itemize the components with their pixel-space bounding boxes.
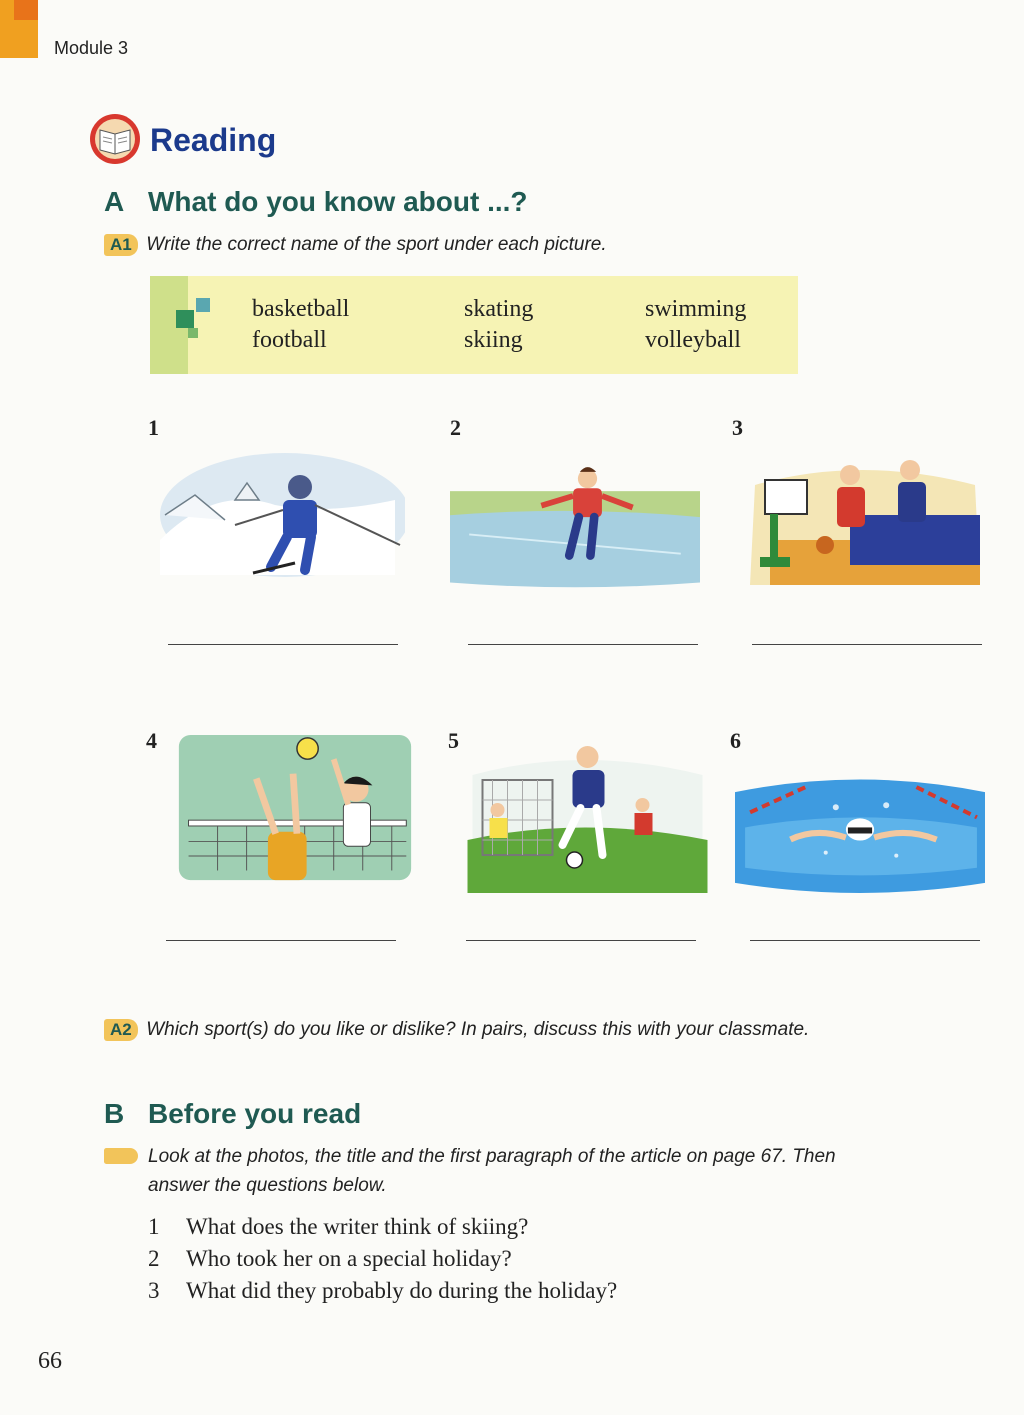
a1-instruction: Write the correct name of the sport under each picture.: [146, 234, 607, 255]
word-volleyball: volleyball: [645, 327, 741, 353]
picture-number: 6: [730, 728, 741, 753]
a1-tag: A1: [104, 234, 138, 256]
a2-instruction: Which sport(s) do you like or dislike? In pairs, discuss this with your classmate.: [146, 1019, 810, 1040]
corner-decoration-accent: [14, 0, 38, 20]
question-text: What did they probably do during the holiday?: [186, 1278, 618, 1303]
volleyball-picture: [170, 735, 420, 885]
answer-line[interactable]: [166, 940, 396, 941]
section-b-letter: B: [104, 1098, 125, 1129]
section-b-title: Before you read: [148, 1098, 362, 1129]
question-number: 1: [148, 1214, 160, 1239]
question-item: [148, 1214, 528, 1240]
answer-line[interactable]: [468, 644, 698, 645]
a2-row: [104, 1019, 809, 1041]
picture-number: 2: [450, 415, 461, 440]
answer-line[interactable]: [750, 940, 980, 941]
picture-number: 4: [146, 728, 157, 753]
book-icon: [88, 112, 142, 166]
decor-square: [196, 298, 210, 312]
question-number: 3: [148, 1278, 160, 1303]
a1-row: [104, 234, 607, 256]
question-number: 2: [148, 1246, 160, 1271]
picture-number: 5: [448, 728, 459, 753]
question-text: What does the writer think of skiing?: [186, 1214, 529, 1239]
answer-line[interactable]: [752, 644, 982, 645]
skiing-picture: [155, 445, 405, 595]
basketball-picture: [740, 445, 990, 595]
a2-tag: A2: [104, 1019, 138, 1041]
decor-square: [188, 328, 198, 338]
b-tag-marker: [104, 1148, 138, 1164]
word-skating: skating: [464, 296, 534, 322]
section-title: Reading: [150, 122, 277, 158]
skating-picture: [450, 445, 700, 595]
word-basketball: basketball: [252, 296, 350, 322]
question-item: [148, 1246, 512, 1272]
decor-square: [176, 310, 194, 328]
word-skiing: skiing: [464, 327, 523, 353]
word-box: [150, 276, 798, 374]
question-item: [148, 1278, 617, 1304]
answer-line[interactable]: [168, 644, 398, 645]
b-instruction-line-2: answer the questions below.: [148, 1175, 387, 1196]
b-instruction-line-1: Look at the photos, the title and the first paragraph of the article on page 67. Then: [148, 1146, 836, 1167]
answer-line[interactable]: [466, 940, 696, 941]
module-label: Module 3: [54, 38, 129, 58]
page-number: 66: [38, 1348, 62, 1374]
swimming-picture: [735, 760, 985, 910]
picture-number: 1: [148, 415, 159, 440]
word-football: football: [252, 327, 327, 353]
section-a-title: What do you know about ...?: [148, 186, 528, 217]
word-swimming: swimming: [645, 296, 747, 322]
football-picture: [460, 745, 710, 895]
picture-number: 3: [732, 415, 743, 440]
section-a-letter: A: [104, 186, 125, 217]
question-text: Who took her on a special holiday?: [186, 1246, 512, 1271]
